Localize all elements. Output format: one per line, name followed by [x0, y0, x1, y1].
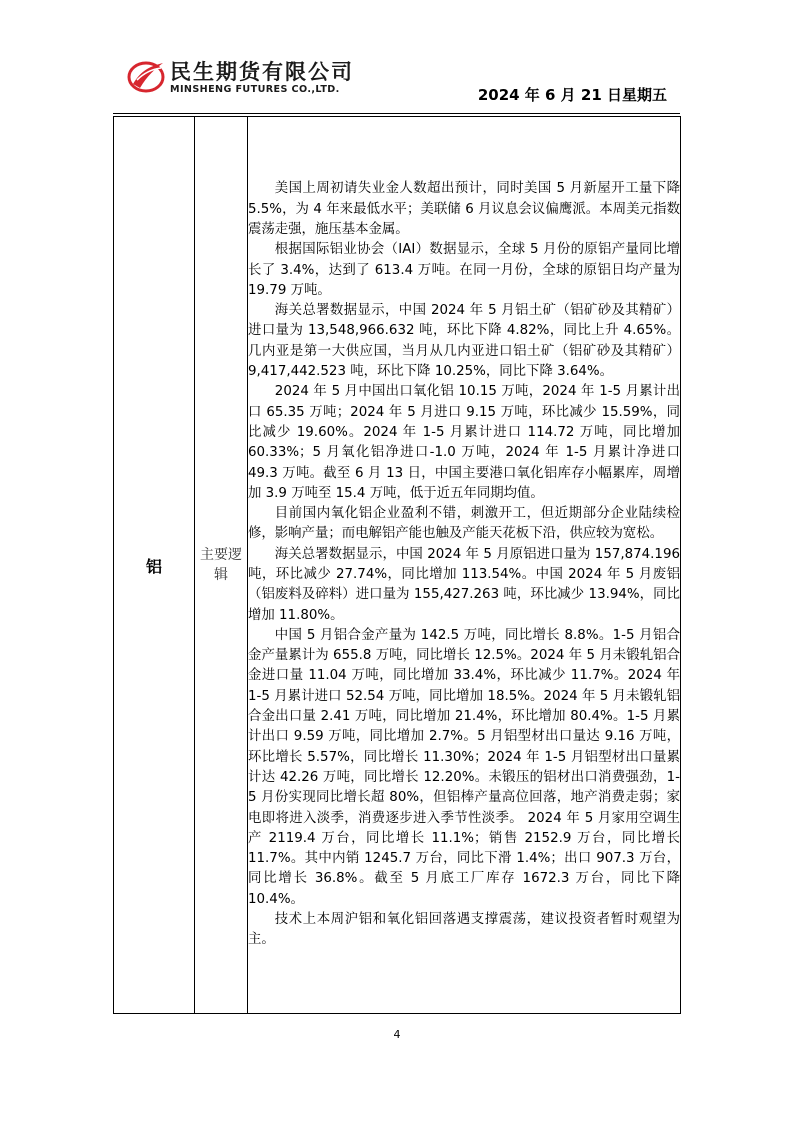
paragraph-alumina-trade: 2024 年 5 月中国出口氧化铝 10.15 万吨，2024 年 1-5 月累计出口 65.35 万吨；2024 年 5 月进口 9.15 万吨，环比减少 15.59%，同比减少 19.60%。2024 年 1-5 月累计进口 114.72 万吨，同比增加 60.33%；5 月氧化铝净进口-1.0 万吨，2024 年 1-5 月累计净进口 49.3 万吨。截至 6 月 13 日，中国主要港口氧化铝库存小幅累库，周增加 3.9 万吨至 15.4 万吨，低于近五年同期均值。 [248, 384, 680, 501]
paragraph-technical: 技术上本周沪铝和氧化铝回落遇支撑震荡，建议投资者暂时观望为主。 [248, 912, 680, 948]
company-name-en: MINSHENG FUTURES CO.,LTD. [170, 84, 340, 95]
content-cell [248, 117, 681, 1014]
report-date: 2024 年 6 月 21 日星期五 [477, 86, 667, 104]
paragraph-imports: 海关总署数据显示，中国 2024 年 5 月原铝进口量为 157,874.196 吨，环比减少 27.74%，同比增加 113.54%。中国 2024 年 5 月废铝（铝废料及碎料）进口量为 155,427.263 吨，环比减少 13.94%，同比增加 11.80%。 [248, 546, 680, 623]
company-name-cn: 民生期货有限公司 [170, 60, 354, 84]
company-logo [127, 56, 367, 100]
paragraph-supply: 目前国内氧化铝企业盈利不错，刺激开工，但近期部分企业陆续检修，影响产量；而电解铝产能也触及产能天花板下沿，供应较为宽松。 [248, 506, 680, 542]
commodity-cell: 铝 [114, 117, 195, 1014]
category-cell [195, 117, 248, 1014]
paragraph-demand: 中国 5 月铝合金产量为 142.5 万吨，同比增长 8.8%。1-5 月铝合金产量累计为 655.8 万吨，同比增长 12.5%。2024 年 5 月未锻轧铝合金进口量 11.04 万吨，同比增加 33.4%，环比减少 11.7%。2024 年 1-5 月累计进口 52.54 万吨，同比增加 18.5%。2024 年 5 月未锻轧铝合金出口量 2.41 万吨，同比增加 21.4%，环比增加 80.4%。1-5 月累计出口 9.59 万吨，同比增加 2.7%。5 月铝型材出口量达 9.16 万吨，环比增长 5.57%，同比增长 11.30%；2024 年 1-5 月铝型材出口量累计达 42.26 万吨，同比增长 12.20%。未锻压的铝材出口消费强劲，1-5 月份实现同比增长超 80%，但铝棒产量高位回落，地产消费走弱；家电即将进入淡季，消费逐步进入季节性淡季。 2024 年 5 月家用空调生产 2119.4 万台，同比增长 11.1%；销售 2152.9 万台，同比增长 11.7%。其中内销 1245.7 万台，同比下滑 1.4%；出口 907.3 万台，同比增长 36.8%。截至 5 月底工厂库存 1672.3 万台，同比下降 10.4%。 [248, 627, 680, 907]
category-label: 主要逻辑 [200, 547, 242, 583]
paragraph-global-output: 根据国际铝业协会（IAI）数据显示，全球 5 月份的原铝产量同比增长了 3.4%，达到了 613.4 万吨。在同一月份，全球的原铝日均产量为 19.79 万吨。 [248, 242, 680, 298]
header-divider [113, 113, 680, 114]
commodity-table [113, 116, 681, 1014]
paragraph-macro: 美国上周初请失业金人数超出预计，同时美国 5 月新屋开工量下降 5.5%，为 4 年来最低水平；美联储 6 月议息会议偏鹰派。本周美元指数震荡走强，施压基本金属。 [248, 181, 680, 237]
paragraph-bauxite: 海关总署数据显示，中国 2024 年 5 月铝土矿（铝矿砂及其精矿）进口量为 13,548,966.632 吨，环比下降 4.82%，同比上升 4.65%。几内亚是第一大供应国，当月从几内亚进口铝土矿（铝矿砂及其精矿）9,417,442.523 吨，环比下降 10.25%，同比下降 3.64%。 [248, 303, 680, 380]
table-row [114, 117, 681, 1014]
logo-mark-icon [127, 58, 165, 94]
page-number: 4 [393, 1028, 401, 1041]
